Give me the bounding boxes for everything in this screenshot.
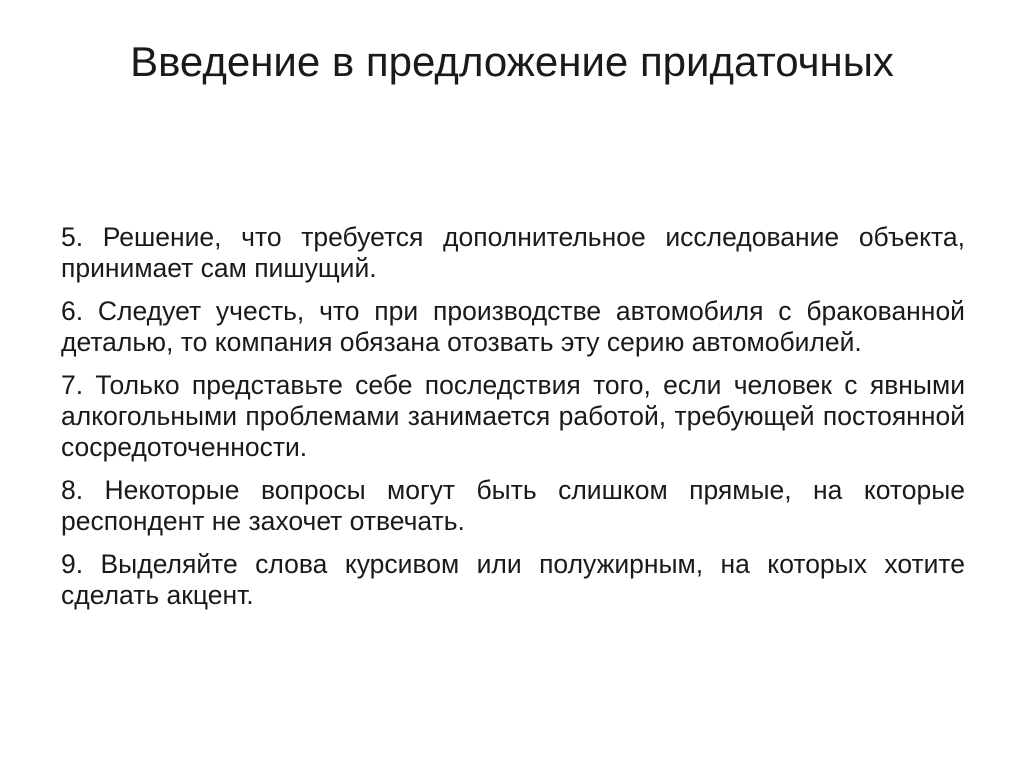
list-item: 7. Только представьте себе последствия того, если человек с явными алкогольными проблемами занимается работой, требующей постоянной сосредоточенности. xyxy=(61,370,965,462)
list-item: 6. Следует учесть, что при производстве автомобиля с бракованной деталью, то компания обязана отозвать эту серию автомобилей. xyxy=(61,296,965,357)
list-item: 5. Решение, что требуется дополнительное исследование объекта, принимает сам пишущий. xyxy=(61,222,965,283)
list-item: 9. Выделяйте слова курсивом или полужирным, на которых хотите сделать акцент. xyxy=(61,549,965,610)
slide-body-list xyxy=(61,222,965,623)
slide-title: Введение в предложение придаточных xyxy=(130,38,894,85)
list-item: 8. Некоторые вопросы могут быть слишком прямые, на которые респондент не захочет отвечать. xyxy=(61,475,965,536)
